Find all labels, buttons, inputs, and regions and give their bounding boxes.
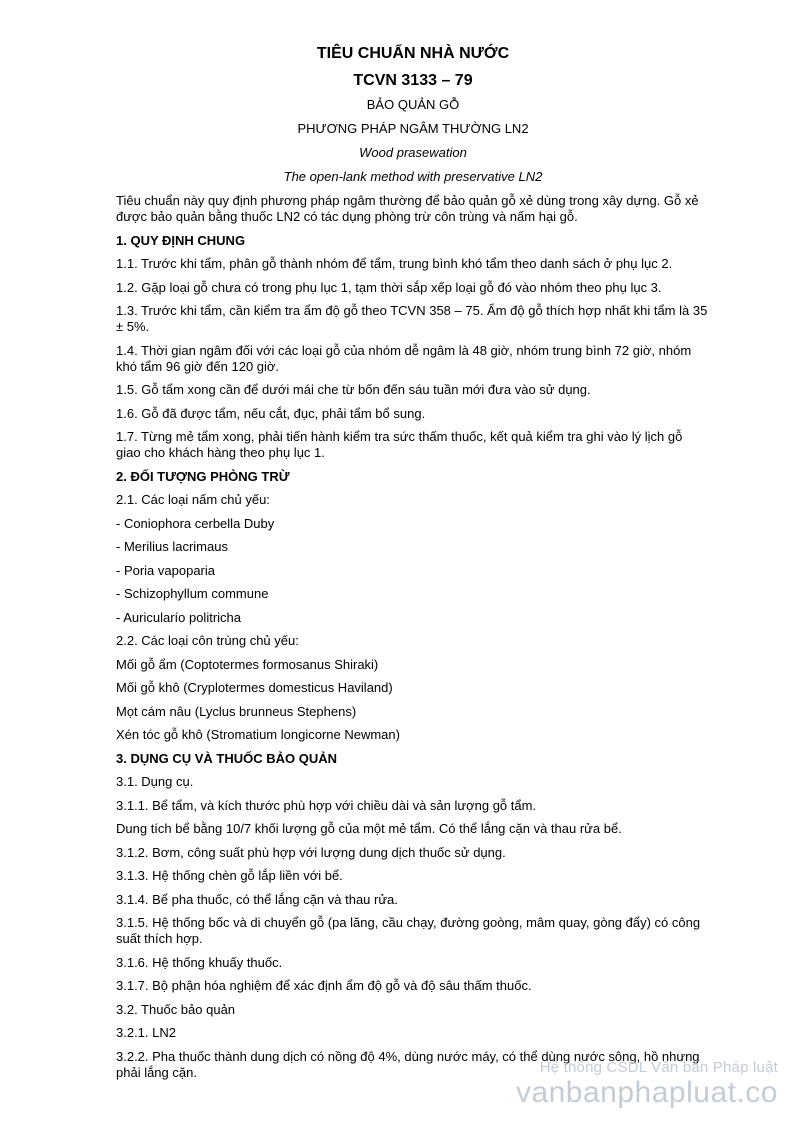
- clause-1-2: 1.2. Gặp loại gỗ chưa có trong phụ lục 1, tạm thời sắp xếp loại gỗ đó vào nhóm theo phụ lục 3.: [116, 279, 662, 295]
- intro-paragraph: Tiêu chuẩn này quy định phương pháp ngâm thường để bảo quản gỗ xẻ dùng trong xây dựng. Gỗ xẻ được bảo quản bằng thuốc LN2 có tác dụng phòng trừ côn trùng và nấm hại gỗ.: [116, 193, 699, 224]
- clause-1-4: 1.4. Thời gian ngâm đối với các loại gỗ của nhóm dễ ngâm là 48 giờ, nhóm trung bình 72 giờ, nhóm khó tẩm 96 giờ đến 120 giờ.: [116, 342, 692, 374]
- clause-3-1-2: 3.1.2. Bơm, công suất phù hợp với lượng dung dịch thuốc sử dụng.: [116, 844, 506, 860]
- fungus-item: - Schizophyllum commune: [116, 586, 269, 601]
- clause-3-1-3: 3.1.3. Hệ thống chèn gỗ lắp liền với bể.: [116, 868, 343, 883]
- watermark-site[interactable]: vanbanphapluat.co: [515, 1076, 778, 1109]
- clause-3-1: 3.1. Dụng cụ.: [116, 774, 194, 789]
- document-page: [116, 44, 710, 1088]
- clause-1-7: 1.7. Từng mẻ tẩm xong, phải tiến hành kiểm tra sức thấm thuốc, kết quả kiểm tra ghi vào lý lịch gỗ giao cho khách hàng theo phụ lục 1.: [116, 429, 683, 460]
- document-method: PHƯƠNG PHÁP NGÂM THƯỜNG LN2: [297, 121, 529, 136]
- clause-3-2-2: 3.2.2. Pha thuốc thành dung dịch có nồng độ 4%, dùng nước máy, có thể dùng nước sông, hồ nhưng phải lắng cặn.: [116, 1048, 700, 1080]
- clause-2-2: 2.2. Các loại côn trùng chủ yếu:: [116, 633, 299, 648]
- insect-item: Xén tóc gỗ khô (Stromatium longicorne Newman): [116, 727, 400, 742]
- english-subtitle: The open-lank method with preservative LN2: [283, 169, 543, 184]
- clause-3-2: 3.2. Thuốc bảo quản: [116, 1001, 236, 1017]
- fungus-item: - Poria vapoparia: [116, 562, 215, 578]
- fungus-item: - Coniophora cerbella Duby: [116, 515, 275, 531]
- clause-1-1: 1.1. Trước khi tẩm, phân gỗ thành nhóm để tẩm, trung bình khó tẩm theo danh sách ở phụ lục 2.: [116, 256, 673, 271]
- section-1-heading: 1. QUY ĐỊNH CHUNG: [116, 232, 246, 248]
- fungus-item: - Auricularío politricha: [116, 609, 241, 625]
- clause-3-1-7: 3.1.7. Bộ phận hóa nghiệm để xác định ẩm độ gỗ và độ sâu thấm thuốc.: [116, 978, 532, 993]
- watermark: [516, 1059, 778, 1109]
- tank-capacity-note: Dung tích bể bằng 10/7 khối lượng gỗ của một mẻ tẩm. Có thể lắng cặn và thau rửa bể.: [116, 821, 622, 836]
- clause-3-1-1: 3.1.1. Bể tẩm, và kích thước phù hợp với chiều dài và sản lượng gỗ tẩm.: [116, 797, 537, 813]
- clause-1-5: 1.5. Gỗ tẩm xong cần để dưới mái che từ bốn đến sáu tuần mới đưa vào sử dụng.: [116, 382, 591, 397]
- clause-3-1-5: 3.1.5. Hệ thống bốc và di chuyển gỗ (pa lăng, cầu chạy, đường goòng, mâm quay, gòng đẩy) có công suất thích hợp.: [116, 915, 701, 946]
- document-title: TIÊU CHUẨN NHÀ NƯỚC: [316, 45, 510, 62]
- insect-item: Mối gỗ khô (Cryplotermes domesticus Haviland): [116, 680, 393, 695]
- section-3-heading: 3. DỤNG CỤ VÀ THUỐC BẢO QUẢN: [116, 750, 338, 766]
- clause-3-1-4: 3.1.4. Bể pha thuốc, có thể lắng cặn và thau rửa.: [116, 891, 398, 907]
- insect-item: Mối gỗ ẩm (Coptotermes formosanus Shiraki): [116, 656, 379, 672]
- clause-3-1-6: 3.1.6. Hệ thống khuấy thuốc.: [116, 954, 283, 970]
- clause-1-6: 1.6. Gỗ đã được tẩm, nếu cắt, đục, phải tẩm bổ sung.: [116, 405, 426, 421]
- english-title: Wood prasewation: [359, 145, 467, 160]
- section-2-heading: 2. ĐỐI TƯỢNG PHÒNG TRỪ: [116, 468, 290, 484]
- standard-code: TCVN 3133 – 79: [353, 72, 473, 89]
- fungus-item: - Merilius lacrimaus: [116, 539, 228, 554]
- insect-item: Mọt cám nâu (Lyclus brunneus Stephens): [116, 703, 357, 719]
- clause-2-1: 2.1. Các loại nấm chủ yếu:: [116, 492, 270, 507]
- watermark-line-1: Hệ thống CSDL Văn bản Pháp luật: [539, 1059, 778, 1076]
- clause-1-3: 1.3. Trước khi tẩm, cần kiểm tra ẩm độ gỗ theo TCVN 358 – 75. Ẩm độ gỗ thích hợp nhất khi tẩm là 35 ± 5%.: [116, 303, 708, 334]
- clause-3-2-1: 3.2.1. LN2: [116, 1025, 176, 1040]
- document-subject: BẢO QUẢN GỖ: [366, 97, 460, 112]
